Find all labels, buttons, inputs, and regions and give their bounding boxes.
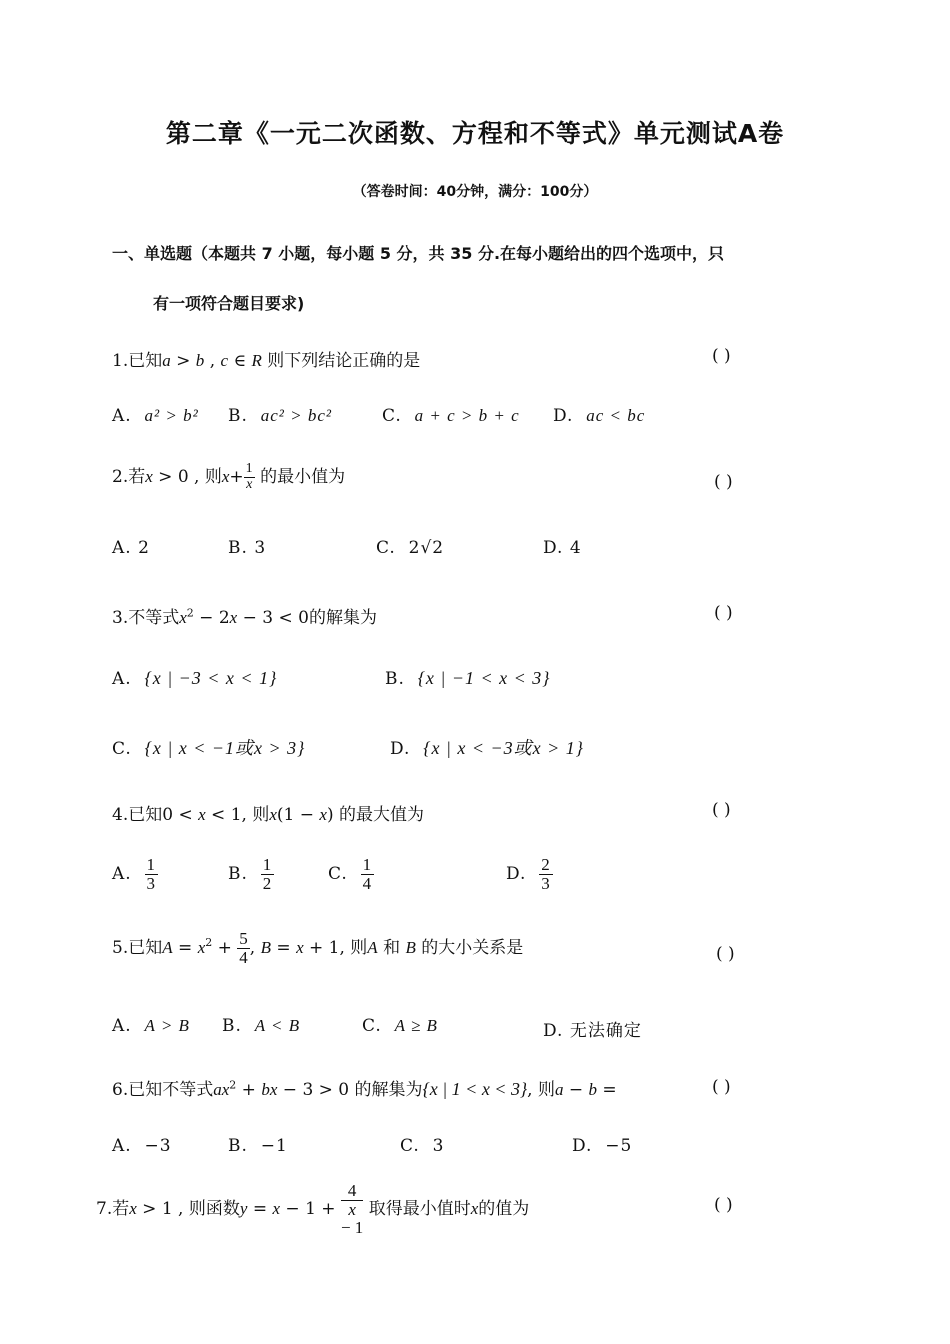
answer-blank-1[interactable]: ( )	[712, 346, 731, 366]
q6-option-b: B. −1	[228, 1136, 288, 1156]
question-4: 4.已知0 < x < 1, 则x(1 − x) 的最大值为	[112, 805, 424, 825]
answer-blank-3[interactable]: ( )	[714, 603, 733, 623]
q3-option-a: A. {x | −3 < x < 1}	[112, 668, 278, 689]
answer-blank-5[interactable]: ( )	[716, 944, 735, 964]
q2-option-c: C. 2√2	[376, 538, 445, 558]
q1-option-a: A. a² > b²	[112, 406, 199, 426]
q4-option-d: D. $\frac{2}{3}$	[506, 855, 551, 893]
question-3: 3.不等式$x^2 - 2x - 3 < 0$的解集为	[112, 606, 377, 628]
q5-option-d: D. 无法确定	[543, 1021, 642, 1041]
q1-option-c: C. a + c > b + c	[382, 406, 520, 426]
question-1: 1.已知a > b , c ∈ R 则下列结论正确的是	[112, 351, 421, 371]
q3-option-b: B. {x | −1 < x < 3}	[385, 668, 551, 689]
q4-option-c: C. $\frac{1}{4}$	[328, 855, 373, 893]
question-6: 6.已知不等式$ax^2$ + bx − 3 > 0 的解集为{x | 1 < x < 3}, 则a − b =	[112, 1078, 617, 1100]
q1-option-d: D. ac < bc	[553, 406, 646, 426]
question-7: 7.若x > 1 , 则函数y = x − 1 + 4 x − 1 取得最小值时x的值为	[96, 1181, 530, 1237]
answer-blank-2[interactable]: ( )	[714, 472, 733, 492]
q5-option-a: A. A > B	[112, 1016, 190, 1036]
section-heading-cont: 有一项符合题目要求)	[153, 294, 305, 313]
q2-option-d: D. 4	[543, 538, 582, 558]
answer-blank-4[interactable]: ( )	[712, 800, 731, 820]
q5-option-b: B. A < B	[222, 1016, 301, 1036]
question-2: 2.若x > 0 , 则x+ $\frac{1}{x}$ 的最小值为	[112, 461, 346, 492]
q4-option-b: B. $\frac{1}{2}$	[228, 855, 273, 893]
page-title: 第二章《一元二次函数、方程和不等式》单元测试A卷	[165, 119, 785, 148]
q2-option-b: B. 3	[228, 538, 267, 558]
question-5: 5.已知$A = x^2$ + $\frac{5}{4}$ , B = x + 1, 则A 和 B 的大小关系是	[112, 929, 524, 967]
q1-option-b: B. ac² > bc²	[228, 406, 332, 426]
q5-option-c: C. A ≥ B	[362, 1016, 438, 1036]
section-heading: 一、单选题（本题共 7 小题，每小题 5 分，共 35 分.在每小题给出的四个选项中，只	[112, 244, 725, 263]
answer-blank-7[interactable]: ( )	[714, 1195, 733, 1215]
q3-option-d: D. {x | x < −3或x > 1}	[390, 738, 585, 759]
q2-option-a: A. 2	[112, 538, 150, 558]
exam-info: （答卷时间：40分钟，满分：100分）	[352, 184, 598, 200]
q6-option-a: A. −3	[112, 1136, 172, 1156]
q6-option-d: D. −5	[572, 1136, 633, 1156]
q4-option-a: A. $\frac{1}{3}$	[112, 855, 156, 893]
q6-option-c: C. 3	[400, 1136, 445, 1156]
q3-option-c: C. {x | x < −1或x > 3}	[112, 738, 306, 759]
answer-blank-6[interactable]: ( )	[712, 1077, 731, 1097]
